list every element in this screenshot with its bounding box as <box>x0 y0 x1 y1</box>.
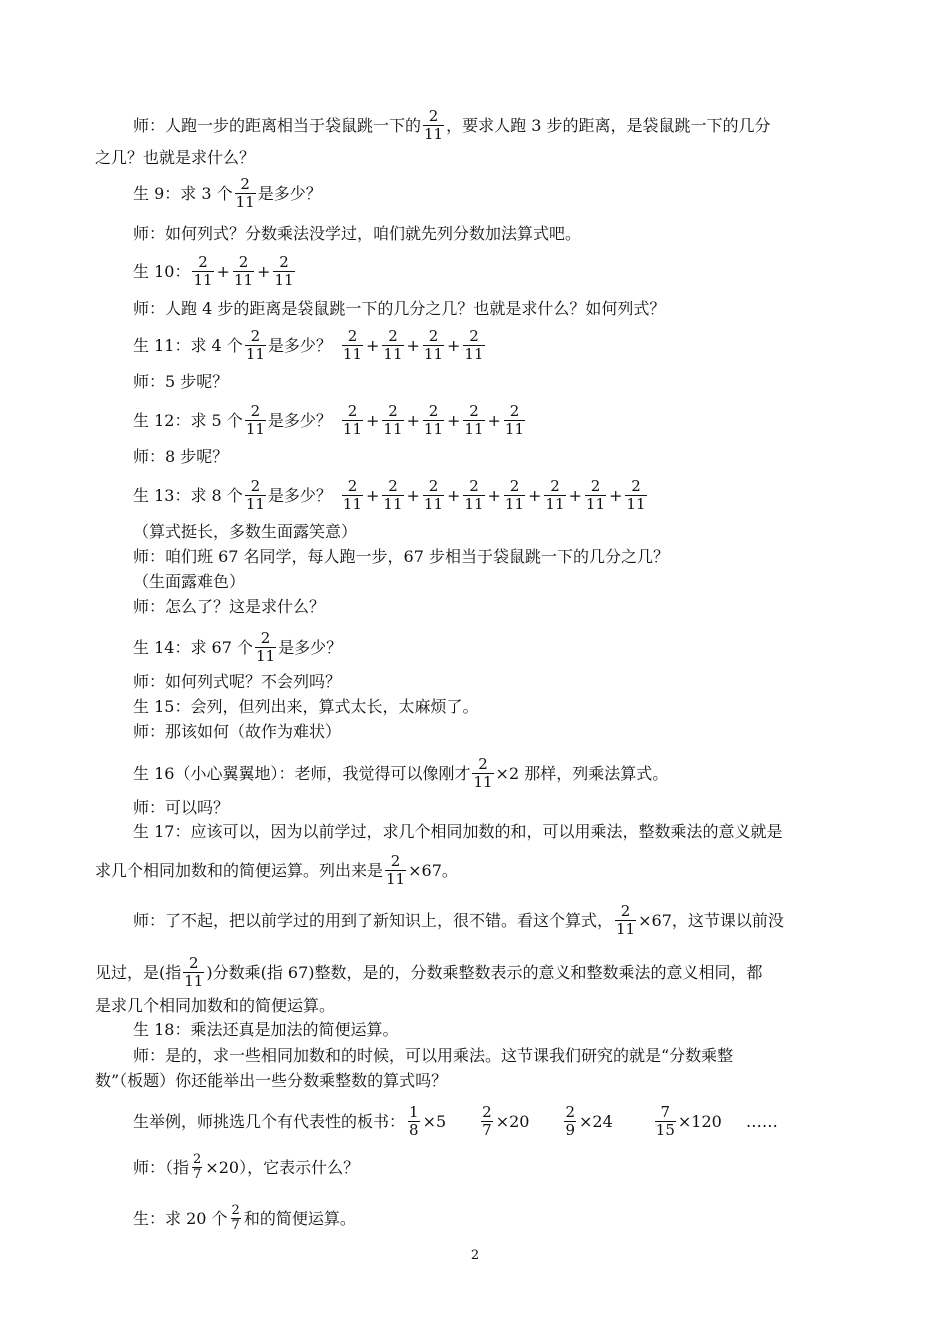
fraction <box>385 853 406 888</box>
plus-sign: + <box>447 485 461 505</box>
denominator: 15 <box>655 1121 675 1139</box>
numerator: 2 <box>347 327 358 345</box>
denominator: 11 <box>383 420 403 438</box>
numerator: 2 <box>279 253 289 271</box>
plus-sign: + <box>609 485 623 505</box>
denominator: 11 <box>233 271 254 289</box>
denominator: 7 <box>231 1218 240 1233</box>
numerator: 2 <box>193 1152 202 1167</box>
line-text: ×20 <box>495 1111 530 1131</box>
line-text: 师：那该如何（故作为难状） <box>133 722 342 741</box>
fraction <box>655 1104 676 1139</box>
text-line <box>133 1046 733 1066</box>
plus-sign: + <box>568 485 582 505</box>
numerator: 2 <box>509 402 520 420</box>
line-text: ×20），它表示什么？ <box>205 1157 360 1177</box>
text-line <box>133 903 784 938</box>
line-text: 生：求 20 个 <box>133 1208 228 1228</box>
denominator: 11 <box>423 420 444 438</box>
line-text: ×2 那样，列乘法算式。 <box>495 763 669 783</box>
plus-sign: + <box>406 485 420 505</box>
line-text: ×67。 <box>408 860 458 880</box>
numerator: 2 <box>250 477 261 495</box>
line-text: ×5 <box>422 1111 447 1131</box>
denominator: 11 <box>473 773 493 791</box>
numerator: 2 <box>388 327 398 345</box>
denominator: 7 <box>193 1167 202 1182</box>
line-text: 生 11：求 4 个 <box>133 335 243 355</box>
fraction <box>504 403 525 438</box>
text-line <box>133 697 478 717</box>
line-text: 生 16（小心翼翼地）：老师，我觉得可以像刚才 <box>133 763 471 783</box>
denominator: 11 <box>383 495 403 513</box>
line-text: 是多少？ <box>278 637 343 657</box>
text-line <box>133 522 357 542</box>
fraction <box>472 756 493 791</box>
line-text: 数”（板题）你还能举出一些分数乘整数的算式吗？ <box>95 1071 448 1090</box>
plus-sign: + <box>366 335 380 355</box>
plus-sign: + <box>366 485 380 505</box>
line-text: 师：咱们班 67 名同学，每人跑一步，67 步相当于袋鼠跳一下的几分之几？ <box>133 547 669 566</box>
line-text: 师：人跑 4 步的距离是袋鼠跳一下的几分之几？也就是求什么？如何列式？ <box>133 299 666 318</box>
fraction <box>480 1104 494 1139</box>
fraction <box>423 403 444 438</box>
denominator: 11 <box>545 495 565 513</box>
line-text: 是多少？ <box>267 410 332 430</box>
text-line <box>133 722 341 742</box>
line-text: ×67，这节课以前没 <box>638 910 784 930</box>
denominator: 11 <box>464 495 484 513</box>
denominator: 11 <box>342 345 363 363</box>
numerator: 2 <box>347 402 358 420</box>
plus-sign: + <box>447 335 461 355</box>
fraction <box>504 478 525 513</box>
numerator: 2 <box>482 1103 492 1121</box>
denominator: 11 <box>504 495 525 513</box>
line-text: 生 9：求 3 个 <box>133 183 233 203</box>
numerator: 2 <box>509 477 520 495</box>
line-text: 生 10： <box>133 261 191 281</box>
line-text: 和的简便运算。 <box>243 1208 356 1228</box>
numerator: 2 <box>390 852 401 870</box>
numerator: 2 <box>428 107 439 125</box>
fraction <box>423 328 444 363</box>
text-line <box>133 1153 359 1182</box>
denominator: 11 <box>245 495 265 513</box>
numerator: 2 <box>189 954 199 972</box>
fraction <box>423 478 444 513</box>
numerator: 2 <box>565 1103 576 1121</box>
line-text: ×120 <box>677 1111 722 1131</box>
line-text: （生面露难色） <box>133 572 246 591</box>
numerator: 2 <box>388 402 398 420</box>
denominator: 11 <box>342 420 363 438</box>
denominator: 11 <box>274 271 294 289</box>
fraction <box>585 478 606 513</box>
numerator: 2 <box>250 327 261 345</box>
fraction <box>192 254 213 289</box>
fraction <box>342 403 363 438</box>
numerator: 2 <box>469 327 479 345</box>
plus-sign: + <box>216 261 230 281</box>
text-line <box>133 572 245 592</box>
line-text: 师：怎么了？这是求什么？ <box>133 597 326 616</box>
line-text: 师：（指 <box>133 1157 190 1177</box>
fraction <box>342 328 363 363</box>
text-line <box>133 630 342 665</box>
denominator: 11 <box>383 345 403 363</box>
denominator: 9 <box>565 1121 576 1139</box>
text-line <box>133 299 665 319</box>
fraction <box>183 955 204 990</box>
denominator: 11 <box>424 125 444 143</box>
denominator: 11 <box>245 420 265 438</box>
text-line <box>95 1071 447 1091</box>
numerator: 2 <box>428 477 439 495</box>
line-text: 求几个相同加数和的简便运算。列出来是 <box>95 860 384 880</box>
line-text: 生 13：求 8 个 <box>133 485 243 505</box>
text-line <box>95 853 458 888</box>
fraction <box>463 328 484 363</box>
line-text: 之几？也就是求什么？ <box>95 148 256 167</box>
numerator: 2 <box>250 402 261 420</box>
fraction <box>342 478 363 513</box>
denominator: 11 <box>245 345 265 363</box>
text-line <box>133 403 527 438</box>
plus-sign: + <box>366 410 380 430</box>
text-line <box>133 328 487 363</box>
denominator: 11 <box>616 920 636 938</box>
plus-sign: + <box>406 335 420 355</box>
plus-sign: + <box>257 261 271 281</box>
line-text: 师：5 步呢？ <box>133 372 229 391</box>
line-text: 师：了不起，把以前学过的用到了新知识上，很不错。看这个算式， <box>133 910 614 930</box>
denominator: 11 <box>585 495 606 513</box>
numerator: 7 <box>660 1103 671 1121</box>
fraction <box>382 328 403 363</box>
fraction <box>245 328 266 363</box>
denominator: 11 <box>184 972 204 990</box>
text-line <box>133 1104 778 1139</box>
numerator: 2 <box>238 253 249 271</box>
plus-sign: + <box>406 410 420 430</box>
denominator: 11 <box>255 647 276 665</box>
numerator: 2 <box>198 253 208 271</box>
fraction <box>382 403 403 438</box>
denominator: 11 <box>423 495 444 513</box>
numerator: 2 <box>478 755 488 773</box>
text-line <box>133 254 297 289</box>
fraction <box>423 108 444 143</box>
line-text: 是多少？ <box>267 335 332 355</box>
denominator: 11 <box>464 420 484 438</box>
line-text: 生 12：求 5 个 <box>133 410 243 430</box>
line-text: 师：可以吗？ <box>133 798 230 817</box>
denominator: 11 <box>423 345 444 363</box>
page-number: 2 <box>470 1248 480 1263</box>
numerator: 2 <box>240 175 250 193</box>
fraction <box>273 254 294 289</box>
line-text: 是多少？ <box>257 183 322 203</box>
line-text: 生 18：乘法还真是加法的简便运算。 <box>133 1020 399 1039</box>
line-text: 师：是的，求一些相同加数和的时候，可以用乘法。这节课我们研究的就是“分数乘整 <box>133 1046 734 1065</box>
line-text: …… <box>745 1111 778 1131</box>
numerator: 2 <box>590 477 601 495</box>
fraction <box>615 903 636 938</box>
denominator: 11 <box>504 420 525 438</box>
line-text: ，要求人跑 3 步的距离，是袋鼠跳一下的几分 <box>446 115 771 135</box>
text-line <box>133 822 782 842</box>
line-text: （算式挺长，多数生面露笑意） <box>133 522 358 541</box>
text-line <box>133 1020 398 1040</box>
fraction <box>463 478 484 513</box>
numerator: 2 <box>260 629 271 647</box>
text-line <box>133 597 325 617</box>
line-text: 是求几个相同加数和的简便运算。 <box>95 996 336 1015</box>
text-line <box>95 955 763 990</box>
line-text: 生 14：求 67 个 <box>133 637 253 657</box>
denominator: 8 <box>409 1121 419 1139</box>
text-line <box>133 672 341 692</box>
text-line <box>133 447 228 467</box>
plus-sign: + <box>487 410 501 430</box>
line-text: 是多少？ <box>267 485 332 505</box>
text-line <box>133 176 322 211</box>
line-text: 师：8 步呢？ <box>133 447 229 466</box>
denominator: 11 <box>464 345 484 363</box>
fraction <box>245 403 266 438</box>
text-line <box>133 108 770 143</box>
text-line <box>133 547 669 567</box>
line-text: 生 15：会列，但列出来，算式太长，太麻烦了。 <box>133 697 479 716</box>
line-text: 生举例，师挑选几个有代表性的板书： <box>133 1111 406 1131</box>
numerator: 2 <box>620 902 631 920</box>
numerator: 2 <box>347 477 358 495</box>
line-text: 生 17：应该可以，因为以前学过，求几个相同加数的和，可以用乘法，整数乘法的意义就是 <box>133 822 783 841</box>
fraction <box>407 1104 421 1139</box>
numerator: 2 <box>388 477 398 495</box>
fraction <box>382 478 403 513</box>
numerator: 2 <box>631 477 641 495</box>
denominator: 11 <box>342 495 363 513</box>
line-text: 师：如何列式呢？不会列吗？ <box>133 672 342 691</box>
numerator: 2 <box>550 477 560 495</box>
text-line <box>133 1204 356 1233</box>
fraction <box>233 254 254 289</box>
line-text: 见过，是(指 <box>95 962 182 982</box>
line-text: 师：人跑一步的距离相当于袋鼠跳一下的 <box>133 115 422 135</box>
text-line <box>95 148 255 168</box>
fraction <box>235 176 256 211</box>
text-line <box>133 224 581 244</box>
denominator: 11 <box>235 193 255 211</box>
line-text: ×24 <box>579 1111 613 1131</box>
fraction <box>544 478 565 513</box>
line-text: )分数乘(指 67)整数，是的，分数乘整数表示的意义和整数乘法的意义相同，都 <box>206 962 763 982</box>
fraction <box>255 630 276 665</box>
fraction <box>230 1204 242 1233</box>
numerator: 2 <box>469 402 479 420</box>
numerator: 1 <box>409 1103 419 1121</box>
line-text: 师：如何列式？分数乘法没学过，咱们就先列分数加法算式吧。 <box>133 224 582 243</box>
denominator: 11 <box>193 271 213 289</box>
text-line <box>133 798 229 818</box>
numerator: 2 <box>231 1203 240 1218</box>
denominator: 11 <box>386 870 406 888</box>
plus-sign: + <box>528 485 542 505</box>
text-line <box>133 478 649 513</box>
text-line <box>133 372 228 392</box>
numerator: 2 <box>428 402 439 420</box>
fraction <box>563 1104 577 1139</box>
fraction <box>625 478 646 513</box>
text-line <box>133 756 668 791</box>
fraction <box>191 1153 203 1182</box>
denominator: 11 <box>626 495 646 513</box>
fraction <box>245 478 266 513</box>
text-line <box>95 996 335 1016</box>
fraction <box>463 403 484 438</box>
plus-sign: + <box>487 485 501 505</box>
denominator: 7 <box>482 1121 492 1139</box>
numerator: 2 <box>469 477 479 495</box>
plus-sign: + <box>447 410 461 430</box>
numerator: 2 <box>428 327 439 345</box>
